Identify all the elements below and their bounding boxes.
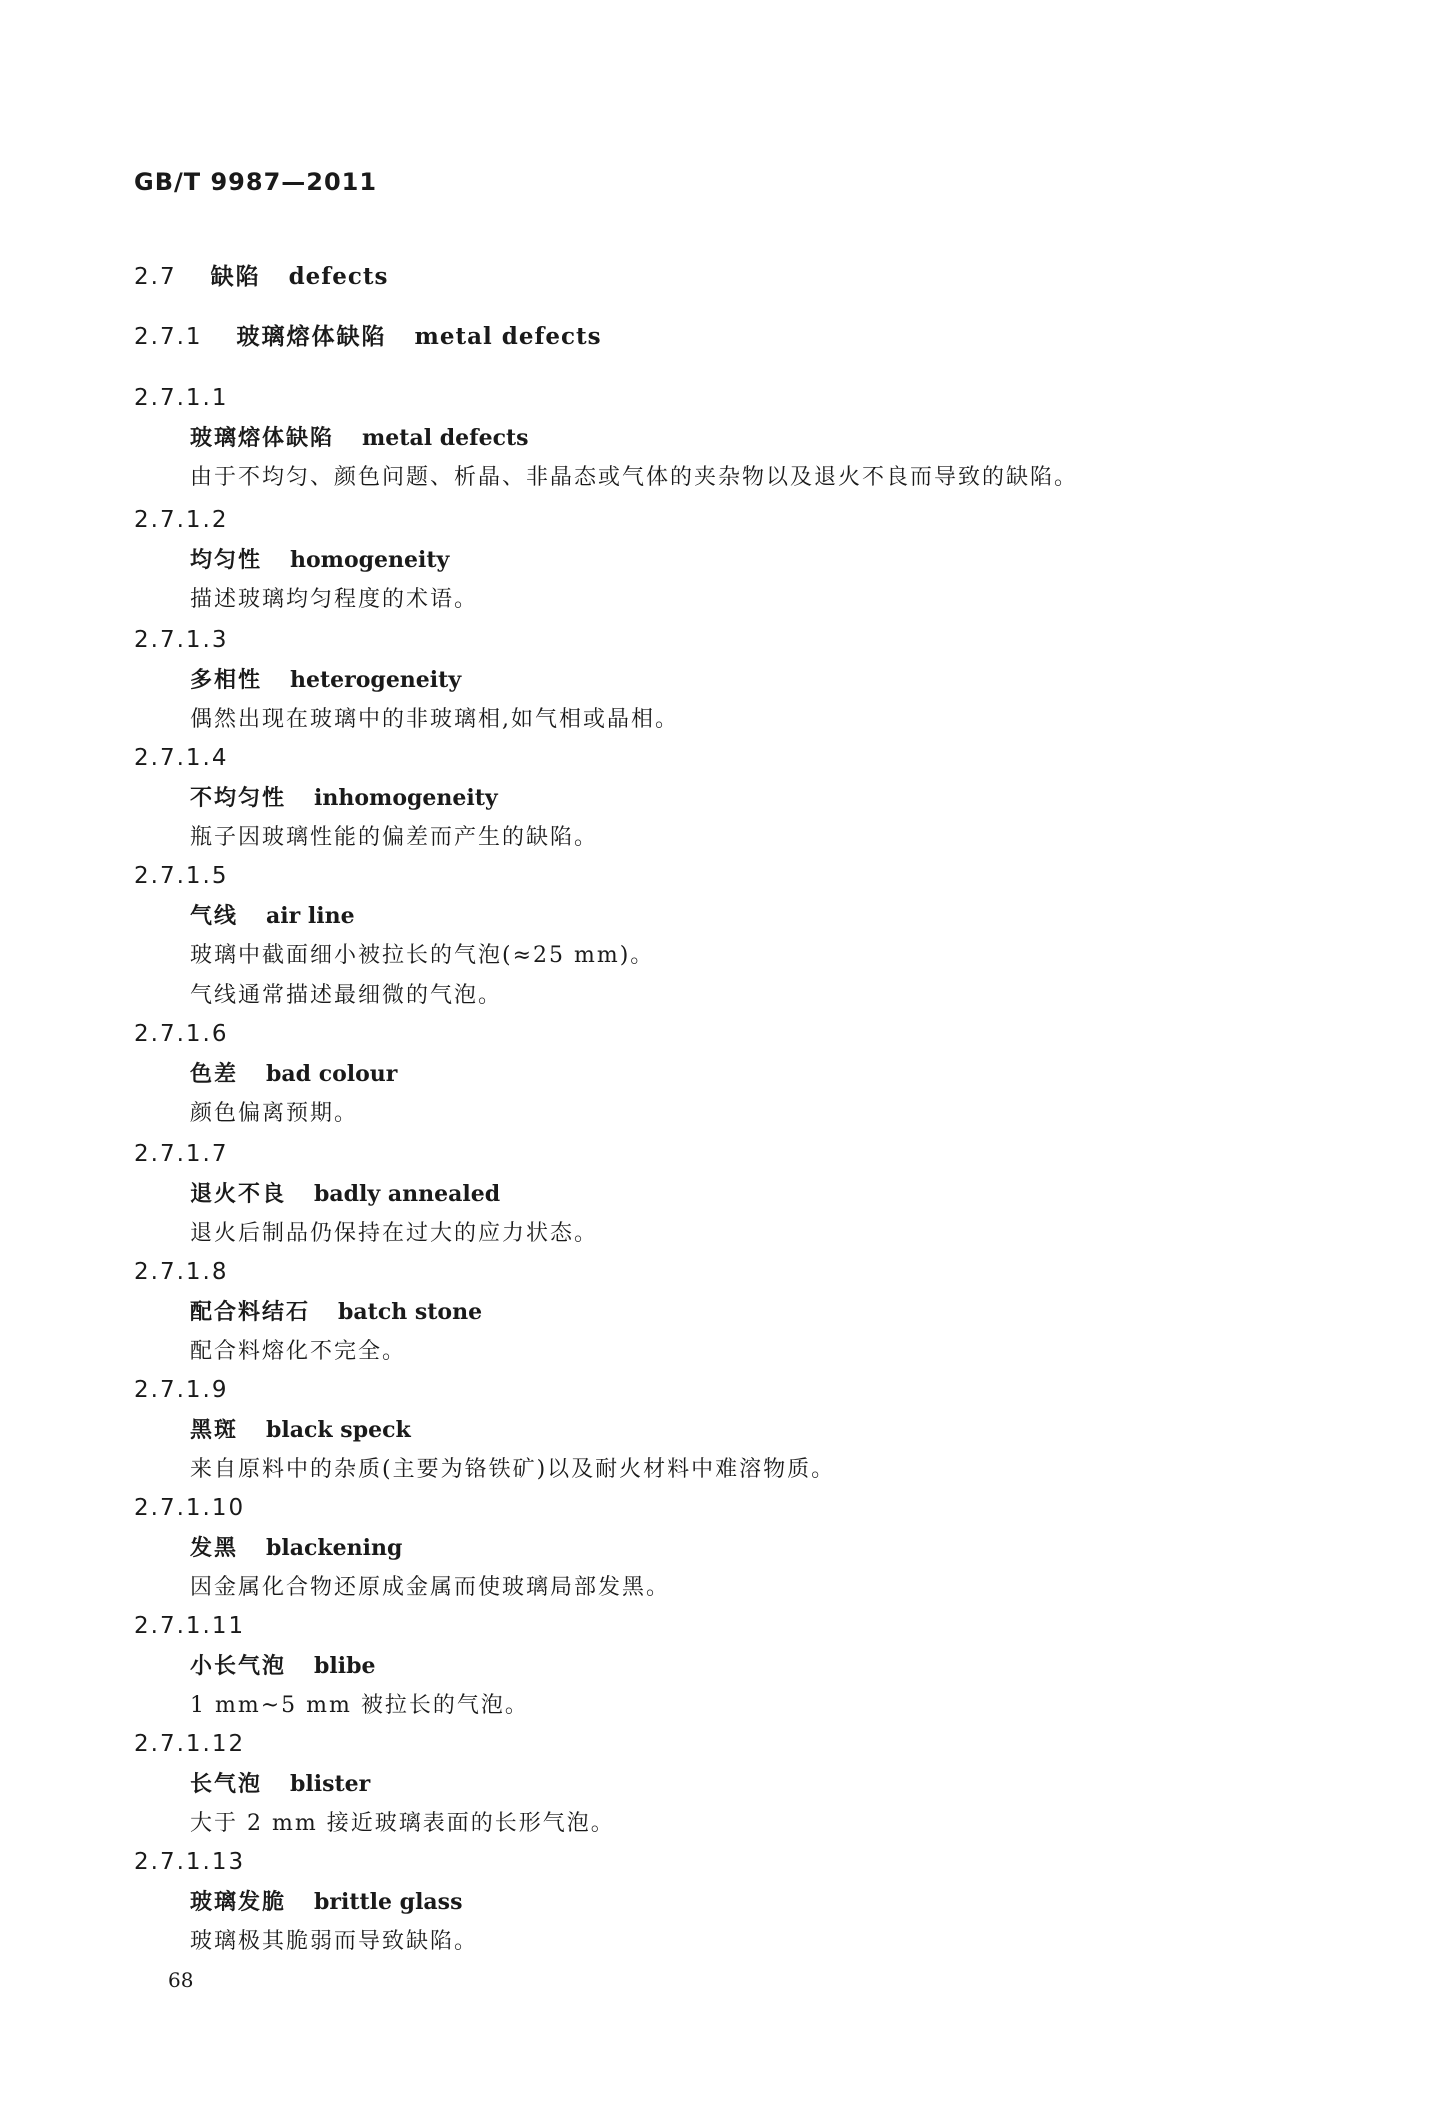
term-entry (134, 1606, 1294, 1726)
entry-term (190, 1174, 1294, 1214)
entry-term (190, 540, 1294, 580)
term-en: bad colour (266, 1061, 398, 1087)
entry-definition: 来自原料中的杂质(主要为铬铁矿)以及耐火材料中难溶物质。 (190, 1457, 836, 1482)
entry-definition: 因金属化合物还原成金属而使玻璃局部发黑。 (190, 1575, 671, 1600)
entry-definition: 瓶子因玻璃性能的偏差而产生的缺陷。 (190, 825, 599, 850)
term-zh: 均匀性 (190, 547, 263, 573)
entry-definition: 配合料熔化不完全。 (190, 1339, 407, 1364)
term-entry (134, 620, 1294, 740)
subsection-heading (134, 318, 602, 351)
term-entry (134, 738, 1294, 858)
term-zh: 小长气泡 (190, 1653, 287, 1679)
term-entry (134, 1488, 1294, 1608)
entry-number: 2.7.1.10 (134, 1495, 246, 1521)
term-zh: 色差 (190, 1061, 239, 1087)
term-zh: 长气泡 (190, 1771, 263, 1797)
section-number: 2.7 (134, 264, 177, 290)
term-zh: 配合料结石 (190, 1299, 311, 1325)
entry-definition: 偶然出现在玻璃中的非玻璃相,如气相或晶相。 (190, 707, 679, 732)
entry-term (190, 896, 1294, 936)
entry-definition: 描述玻璃均匀程度的术语。 (190, 587, 479, 612)
entry-definition: 玻璃极其脆弱而导致缺陷。 (190, 1929, 479, 1954)
entry-number: 2.7.1.5 (134, 863, 229, 889)
term-zh: 退火不良 (190, 1181, 287, 1207)
term-en: blackening (266, 1535, 403, 1561)
entry-number: 2.7.1.6 (134, 1021, 229, 1047)
term-entry (134, 1014, 1294, 1134)
term-zh: 气线 (190, 903, 239, 929)
entry-term (190, 1882, 1294, 1922)
entry-number: 2.7.1.1 (134, 385, 229, 411)
term-zh: 玻璃发脆 (190, 1889, 287, 1915)
entry-term (190, 1292, 1294, 1332)
entry-number: 2.7.1.7 (134, 1141, 229, 1167)
page-number: 68 (168, 1968, 194, 1992)
term-en: badly annealed (314, 1181, 501, 1207)
term-en: batch stone (338, 1299, 483, 1325)
entry-term (190, 660, 1294, 700)
section-heading (134, 258, 388, 291)
term-entry (134, 856, 1294, 1016)
term-entry (134, 1724, 1294, 1844)
section-title-zh: 缺陷 (210, 264, 261, 290)
term-entry (134, 500, 1294, 620)
entry-number: 2.7.1.9 (134, 1377, 229, 1403)
entry-number: 2.7.1.3 (134, 627, 229, 653)
term-entry (134, 1370, 1294, 1490)
term-en: inhomogeneity (314, 785, 498, 811)
entry-definition: 退火后制品仍保持在过大的应力状态。 (190, 1221, 599, 1246)
entry-term (190, 418, 1294, 458)
term-entry (134, 1134, 1294, 1254)
term-en: black speck (266, 1417, 411, 1443)
term-en: air line (266, 903, 355, 929)
entry-number: 2.7.1.11 (134, 1613, 246, 1639)
term-en: homogeneity (290, 547, 450, 573)
term-entry (134, 1252, 1294, 1372)
entry-term (190, 1528, 1294, 1568)
subsection-title-en: metal defects (414, 323, 602, 350)
subsection-number: 2.7.1 (134, 324, 203, 350)
entry-definition: 玻璃中截面细小被拉长的气泡(≈25 mm)。 (190, 943, 655, 968)
entry-definition: 气线通常描述最细微的气泡。 (190, 983, 503, 1008)
term-zh: 玻璃熔体缺陷 (190, 425, 335, 451)
term-entry (134, 378, 1294, 498)
term-en: heterogeneity (290, 667, 462, 693)
entry-term (190, 1764, 1294, 1804)
term-zh: 黑斑 (190, 1417, 239, 1443)
entry-number: 2.7.1.2 (134, 507, 229, 533)
entry-number: 2.7.1.4 (134, 745, 229, 771)
term-zh: 不均匀性 (190, 785, 287, 811)
entry-term (190, 1054, 1294, 1094)
standard-code: GB/T 9987—2011 (134, 168, 378, 196)
term-en: blister (290, 1771, 371, 1797)
term-en: blibe (314, 1653, 376, 1679)
term-zh: 发黑 (190, 1535, 239, 1561)
entry-number: 2.7.1.13 (134, 1849, 246, 1875)
term-entry (134, 1842, 1294, 1962)
subsection-title-zh: 玻璃熔体缺陷 (236, 324, 387, 350)
entry-definition: 由于不均匀、颜色问题、析晶、非晶态或气体的夹杂物以及退火不良而导致的缺陷。 (190, 465, 1079, 490)
term-en: metal defects (362, 425, 529, 451)
entry-term (190, 1410, 1294, 1450)
term-zh: 多相性 (190, 667, 263, 693)
entry-term (190, 1646, 1294, 1686)
entry-number: 2.7.1.12 (134, 1731, 246, 1757)
term-en: brittle glass (314, 1889, 463, 1915)
entry-term (190, 778, 1294, 818)
entry-definition: 颜色偏离预期。 (190, 1101, 359, 1126)
entry-definition: 1 mm~5 mm 被拉长的气泡。 (190, 1693, 529, 1718)
entry-definition: 大于 2 mm 接近玻璃表面的长形气泡。 (190, 1811, 615, 1836)
entry-number: 2.7.1.8 (134, 1259, 229, 1285)
section-title-en: defects (288, 263, 389, 290)
